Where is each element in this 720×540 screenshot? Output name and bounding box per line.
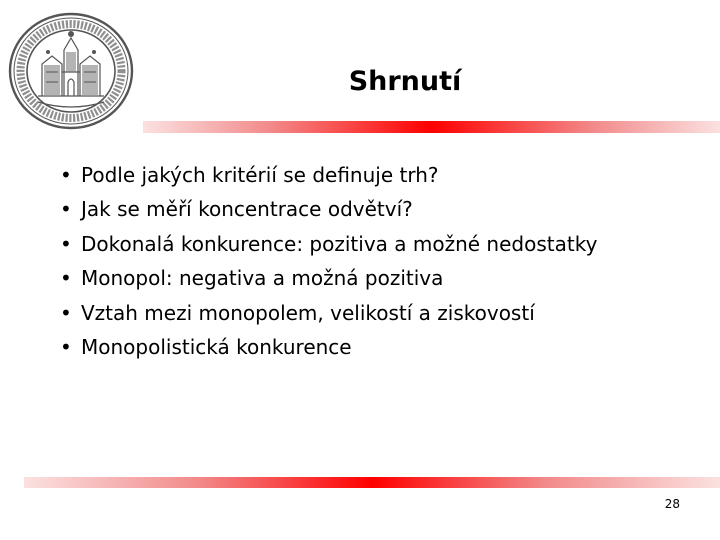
bullet-item [60, 227, 597, 261]
bullet-marker: • [60, 197, 72, 222]
university-seal-icon [8, 12, 134, 130]
bullet-item [60, 261, 597, 295]
bullet-item [60, 330, 597, 364]
slide-title: Shrnutí [348, 66, 462, 97]
bullet-text: Dokonalá konkurence: pozitiva a možné nedostatky [81, 231, 598, 256]
title-divider [143, 121, 720, 133]
bullet-item [60, 158, 597, 192]
page-number: 28 [664, 497, 680, 511]
bullet-text: Vztah mezi monopolem, velikostí a ziskovostí [81, 300, 535, 325]
bullet-text: Monopol: negativa a možná pozitiva [81, 266, 444, 291]
bullet-list [60, 158, 597, 364]
bullet-marker: • [60, 163, 72, 187]
bullet-marker: • [60, 231, 72, 256]
bullet-marker: • [60, 300, 72, 325]
bullet-item [60, 296, 597, 330]
bullet-item [60, 192, 597, 226]
bullet-marker: • [60, 335, 72, 360]
bullet-marker: • [60, 266, 72, 291]
footer-divider [24, 477, 720, 488]
bullet-text: Jak se měří koncentrace odvětví? [81, 197, 413, 222]
bullet-text: Monopolistická konkurence [81, 335, 352, 360]
bullet-text: Podle jakých kritérií se definuje trh? [81, 163, 439, 187]
